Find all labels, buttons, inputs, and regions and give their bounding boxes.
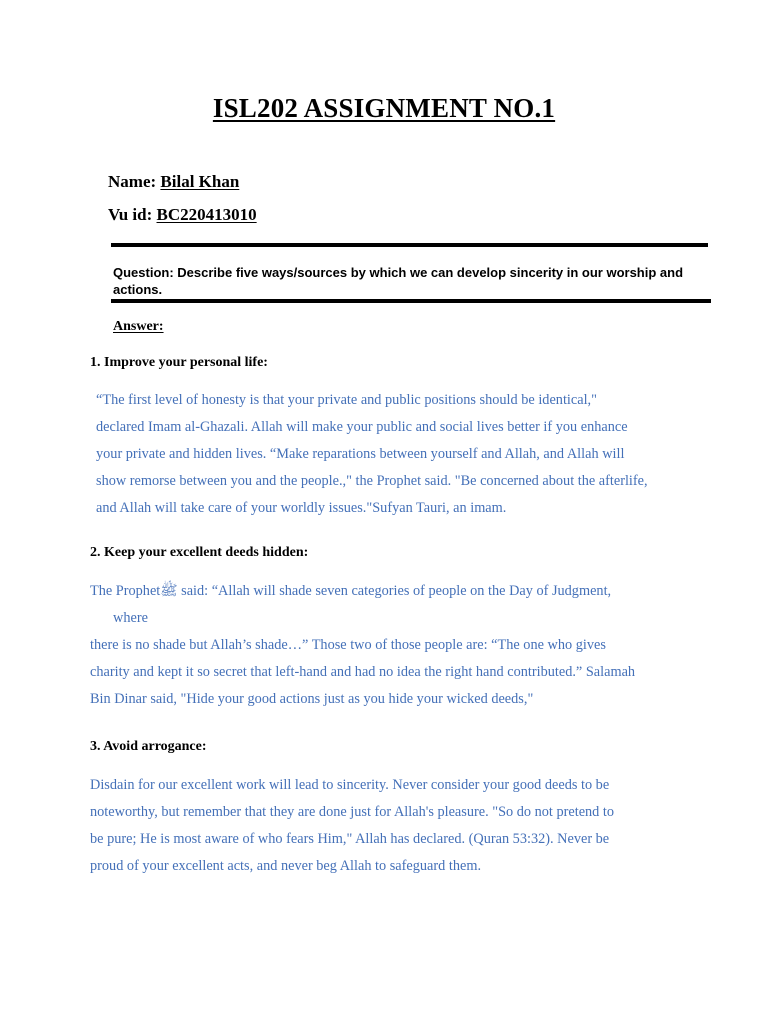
paragraph-line: Bin Dinar said, "Hide your good actions just as you hide your wicked deeds,"	[90, 691, 534, 707]
paragraph-line: there is no shade but Allah’s shade…” Those two of those people are: “The one who gives	[90, 637, 606, 653]
paragraph-line: show remorse between you and the people.," the Prophet said. "Be concerned about the afterlife,	[96, 473, 648, 489]
section-paragraph	[96, 387, 648, 522]
paragraph-line: The Prophetﷺ said: “Allah will shade seven categories of people on the Day of Judgment,	[90, 583, 612, 599]
paragraph-line: proud of your excellent acts, and never beg Allah to safeguard them.	[90, 858, 482, 874]
section-heading: 3. Avoid arrogance:	[90, 739, 207, 754]
section-heading: 1. Improve your personal life:	[90, 355, 268, 370]
section-paragraph	[90, 772, 614, 880]
paragraph-line: “The first level of honesty is that your private and public positions should be identical,"	[96, 392, 597, 408]
paragraph-line: declared Imam al-Ghazali. Allah will make your public and social lives better if you enhance	[96, 419, 628, 435]
name-label: Name:	[108, 172, 157, 191]
paragraph-line: charity and kept it so secret that left-hand and had no idea the right hand contributed.” Salamah	[90, 664, 636, 680]
student-name-row	[108, 172, 239, 192]
paragraph-line: your private and hidden lives. “Make reparations between yourself and Allah, and Allah will	[96, 446, 625, 462]
vuid-value: BC220413010	[156, 205, 257, 224]
student-vuid-row	[108, 205, 257, 225]
paragraph-line: and Allah will take care of your worldly issues."Sufyan Tauri, an imam.	[96, 500, 507, 516]
paragraph-line: be pure; He is most aware of who fears Him," Allah has declared. (Quran 53:32). Never be	[90, 831, 610, 847]
question-label: Question:	[113, 265, 174, 280]
paragraph-line: where	[113, 610, 148, 626]
question-block	[113, 264, 693, 298]
section-heading: 2. Keep your excellent deeds hidden:	[90, 545, 309, 560]
top-divider	[111, 243, 708, 247]
section-paragraph	[90, 578, 635, 713]
paragraph-line: noteworthy, but remember that they are done just for Allah's pleasure. "So do not pretend to	[90, 804, 615, 820]
answer-label: Answer:	[113, 319, 164, 334]
vuid-label: Vu id:	[108, 205, 153, 224]
assignment-title: ISL202 ASSIGNMENT NO.1	[212, 93, 556, 123]
bottom-divider	[111, 299, 711, 303]
name-value: Bilal Khan	[160, 172, 240, 191]
paragraph-line: Disdain for our excellent work will lead to sincerity. Never consider your good deeds to be	[90, 777, 610, 793]
question-text: Describe five ways/sources by which we can develop sincerity in our worship and actions.	[113, 265, 684, 297]
